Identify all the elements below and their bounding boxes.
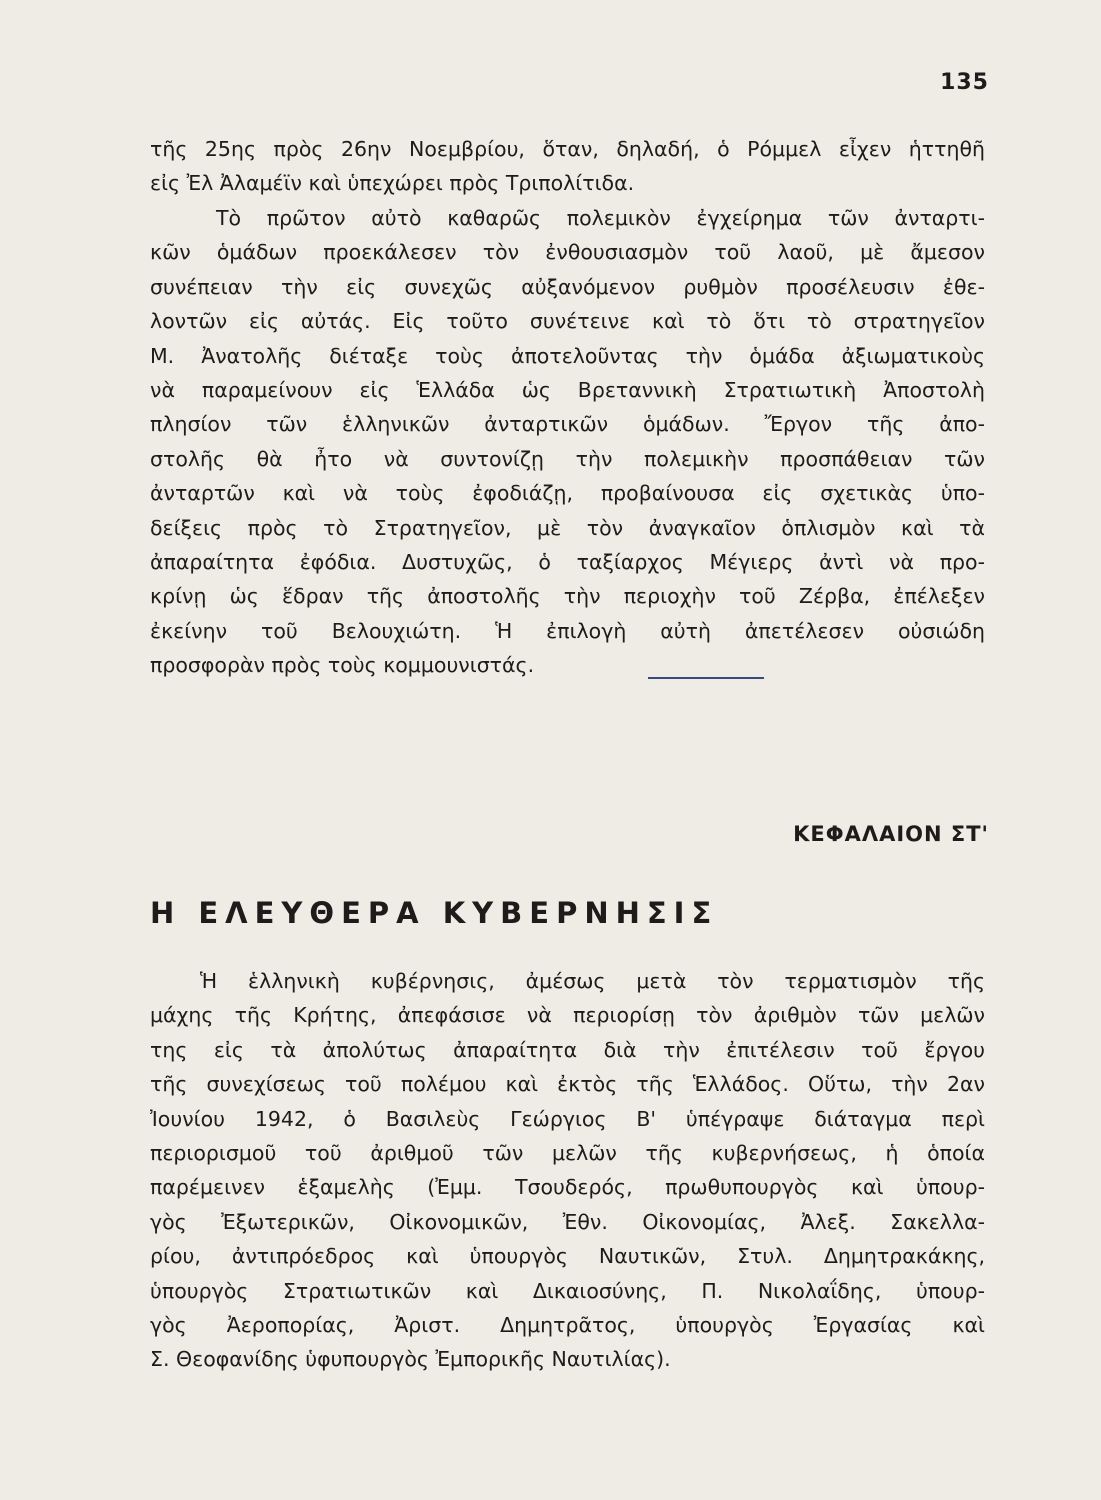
text-line: νὰ παραμείνουν εἰς Ἑλλάδα ὡς Βρεταννικὴ Στρατιωτικὴ Ἀποστολὴ [150, 378, 985, 403]
text-line: Τὸ πρῶτον αὐτὸ καθαρῶς πολεμικὸν ἐγχείρημα τῶν ἀνταρτι- [216, 206, 985, 230]
text-line: γὸς Ἀεροπορίας, Ἀριστ. Δημητρᾶτος, ὑπουργὸς Ἐργασίας καὶ [150, 1313, 985, 1338]
text-line: εἰς Ἐλ Ἀλαμέϊν καὶ ὑπεχώρει πρὸς Τριπολίτιδα. [150, 171, 635, 196]
text-line: της εἰς τὰ ἀπολύτως ἀπαραίτητα διὰ τὴν ἐπιτέλεσιν τοῦ ἔργου [150, 1037, 985, 1062]
text-line: παρέμεινεν ἑξαμελὴς (Ἐμμ. Τσουδερός, πρωθυπουργὸς καὶ ὑπουρ- [150, 1175, 985, 1200]
text-line: ἀπαραίτητα ἐφόδια. Δυστυχῶς, ὁ ταξίαρχος Μέγιερς ἀντὶ νὰ προ- [150, 550, 985, 575]
chapter-label: ΚΕΦΑΛΑΙΟΝ ΣΤ' [793, 822, 989, 846]
text-line: συνέπειαν τὴν εἰς συνεχῶς αὐξανόμενον ρυθμὸν προσέλευσιν ἐθε- [150, 274, 985, 299]
text-line: τῆς 25ης πρὸς 26ην Νοεμβρίου, ὅταν, δηλαδή, ὁ Ρόμμελ εἶχεν ἡττηθῆ [150, 137, 985, 161]
text-line: ρίου, ἀντιπρόεδρος καὶ ὑπουργὸς Ναυτικῶν, Στυλ. Δημητρακάκης, [150, 1244, 985, 1269]
pen-underline-mark [648, 677, 764, 679]
text-line: δείξεις πρὸς τὸ Στρατηγεῖον, μὲ τὸν ἀναγκαῖον ὁπλισμὸν καὶ τὰ [150, 515, 985, 540]
text-line: λοντῶν εἰς αὐτάς. Εἰς τοῦτο συνέτεινε καὶ τὸ ὅτι τὸ στρατηγεῖον [150, 309, 985, 334]
text-line: κρίνῃ ὡς ἕδραν τῆς ἀποστολῆς τὴν περιοχὴν τοῦ Ζέρβα, ἐπέλεξεν [150, 584, 985, 609]
chapter-title: Η ΕΛΕΥΘΕΡΑ ΚΥΒΕΡΝΗΣΙΣ [150, 896, 719, 930]
text-line: Ἰουνίου 1942, ὁ Βασιλεὺς Γεώργιος Β' ὑπέγραψε διάταγμα περὶ [150, 1106, 985, 1131]
paragraph-2 [150, 201, 985, 683]
paragraph-3 [150, 964, 985, 1377]
text-line: τῆς συνεχίσεως τοῦ πολέμου καὶ ἐκτὸς τῆς Ἑλλάδος. Οὕτω, τὴν 2αν [150, 1072, 985, 1097]
text-line: μάχης τῆς Κρήτης, ἀπεφάσισε νὰ περιορίσῃ τὸν ἀριθμὸν τῶν μελῶν [150, 1003, 985, 1028]
page-number: 135 [940, 70, 989, 95]
text-line: περιορισμοῦ τοῦ ἀριθμοῦ τῶν μελῶν τῆς κυβερνήσεως, ἡ ὁποία [150, 1141, 985, 1166]
text-line: ἐκείνην τοῦ Βελουχιώτη. Ἡ ἐπιλογὴ αὐτὴ ἀπετέλεσεν οὐσιώδη [150, 618, 985, 643]
text-line: ὑπουργὸς Στρατιωτικῶν καὶ Δικαιοσύνης, Π. Νικολαΐδης, ὑπουρ- [150, 1278, 985, 1303]
text-line: ἀνταρτῶν καὶ νὰ τοὺς ἐφοδιάζῃ, προβαίνουσα εἰς σχετικὰς ὑπο- [150, 481, 985, 506]
text-line: Μ. Ἀνατολῆς διέταξε τοὺς ἀποτελοῦντας τὴν ὁμάδα ἀξιωματικοὺς [150, 343, 985, 368]
text-line: Σ. Θεοφανίδης ὑφυπουργὸς Ἐμπορικῆς Ναυτιλίας). [150, 1347, 671, 1372]
paragraph-1 [150, 132, 985, 201]
text-line: κῶν ὁμάδων προεκάλεσεν τὸν ἐνθουσιασμὸν τοῦ λαοῦ, μὲ ἄμεσον [150, 240, 985, 265]
text-line: στολῆς θὰ ἦτο νὰ συντονίζῃ τὴν πολεμικὴν προσπάθειαν τῶν [150, 446, 985, 471]
text-line: Ἡ ἑλληνικὴ κυβέρνησις, ἀμέσως μετὰ τὸν τερματισμὸν τῆς [200, 969, 985, 993]
text-line: γὸς Ἐξωτερικῶν, Οἰκονομικῶν, Ἐθν. Οἰκονομίας, Ἀλεξ. Σακελλα- [150, 1209, 985, 1234]
text-line: προσφορὰν πρὸς τοὺς κομμουνιστάς. [150, 653, 535, 678]
text-line: πλησίον τῶν ἑλληνικῶν ἀνταρτικῶν ὁμάδων. Ἔργον τῆς ἀπο- [150, 412, 985, 437]
